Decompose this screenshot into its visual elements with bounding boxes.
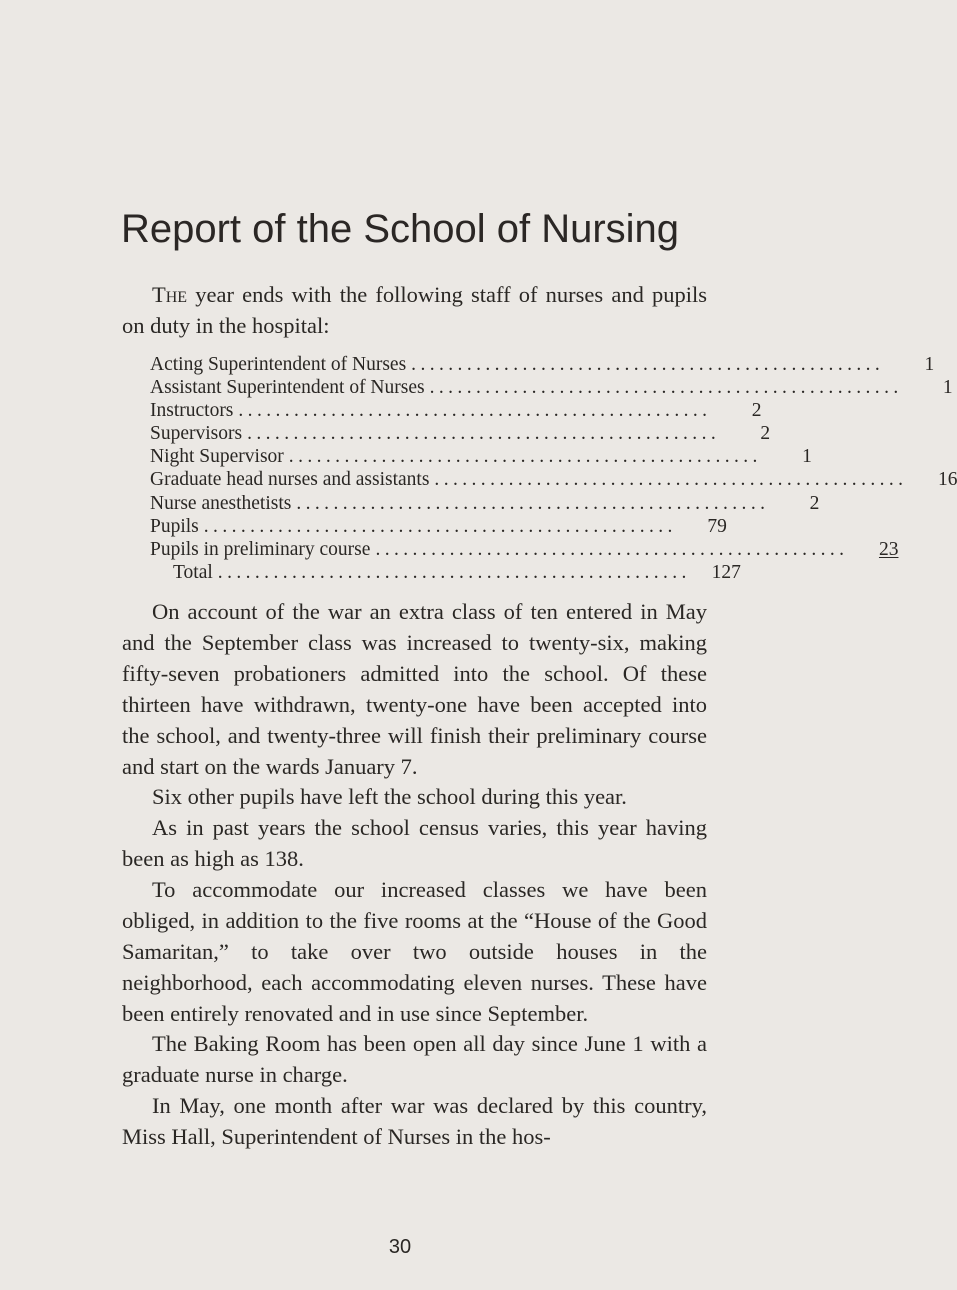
- table-row: [150, 468, 957, 491]
- leader-dots: ...................................................: [238, 400, 712, 422]
- leader-dots: ...................................................: [203, 515, 677, 537]
- table-row: [150, 422, 771, 445]
- table-total-row: [150, 561, 741, 584]
- intro-paragraph: [122, 280, 707, 342]
- row-label: Graduate head nurses and assistants: [150, 469, 430, 491]
- row-value: 1: [942, 377, 953, 399]
- row-label: Pupils: [150, 515, 199, 537]
- leader-dots: ...................................................: [247, 423, 721, 445]
- table-row: [150, 492, 820, 515]
- staff-table: [150, 353, 957, 584]
- leader-dots: ...................................................: [217, 561, 691, 583]
- row-value: 1: [924, 354, 935, 375]
- leader-dots: ...................................................: [429, 377, 903, 399]
- leader-dots: ...................................................: [296, 492, 770, 514]
- table-row: [150, 445, 812, 468]
- table-row: [150, 538, 899, 561]
- table-row: [150, 515, 727, 538]
- row-label: Nurse anesthetists: [150, 492, 292, 514]
- table-row: [150, 353, 935, 376]
- row-value: 79: [707, 515, 727, 537]
- total-value: 127: [711, 561, 741, 583]
- leader-dots: ...................................................: [434, 469, 908, 491]
- table-row: [150, 399, 762, 422]
- row-label: Instructors: [150, 400, 234, 422]
- body-paragraph: The Baking Room has been open all day since June 1 with a graduate nurse in charge.: [122, 1031, 707, 1087]
- row-label: Acting Superintendent of Nurses: [150, 354, 407, 375]
- row-value: 2: [760, 423, 771, 445]
- body-paragraph: As in past years the school census varies, this year having been as high as 138.: [122, 815, 707, 871]
- row-value: 16: [937, 469, 957, 491]
- table-row: [150, 376, 953, 399]
- row-value: 1: [802, 446, 812, 468]
- intro-lead: The: [152, 282, 188, 307]
- total-label: Total: [173, 561, 213, 583]
- row-label: Pupils in preliminary course: [150, 538, 371, 560]
- body-paragraph: In May, one month after war was declared by this country, Miss Hall, Superintendent of Nurses in the hos-: [122, 1093, 707, 1149]
- leader-dots: ...................................................: [375, 538, 849, 560]
- body-paragraph: On account of the war an extra class of ten entered in May and the September class was increased to twenty-six, making fifty-seven probationers admitted into the school. Of these thirteen have withdrawn, twenty-one have been accepted into the school, and twenty-three will finish their preliminary course and start on the wards January 7.: [122, 599, 707, 779]
- row-value: 2: [809, 492, 820, 514]
- leader-dots: ...................................................: [411, 354, 885, 375]
- row-value: 2: [751, 400, 762, 422]
- row-label: Supervisors: [150, 423, 243, 445]
- page-title: Report of the School of Nursing: [120, 207, 680, 251]
- row-label: Night Supervisor: [150, 446, 284, 468]
- row-label: Assistant Superintendent of Nurses: [150, 377, 425, 399]
- leader-dots: ...................................................: [288, 446, 762, 468]
- body-paragraph: To accommodate our increased classes we have been obliged, in addition to the five rooms at the “House of the Good Samaritan,” to take over two outside houses in the neighborhood, each accommodating eleven nurses. These have been entirely renovated and in use since September.: [122, 877, 707, 1026]
- intro-text: year ends with the following staff of nurses and pupils on duty in the hospital:: [122, 282, 707, 338]
- row-value: 23: [878, 538, 899, 560]
- body-paragraph: Six other pupils have left the school during this year.: [152, 784, 627, 809]
- page-number: 30: [388, 1236, 412, 1258]
